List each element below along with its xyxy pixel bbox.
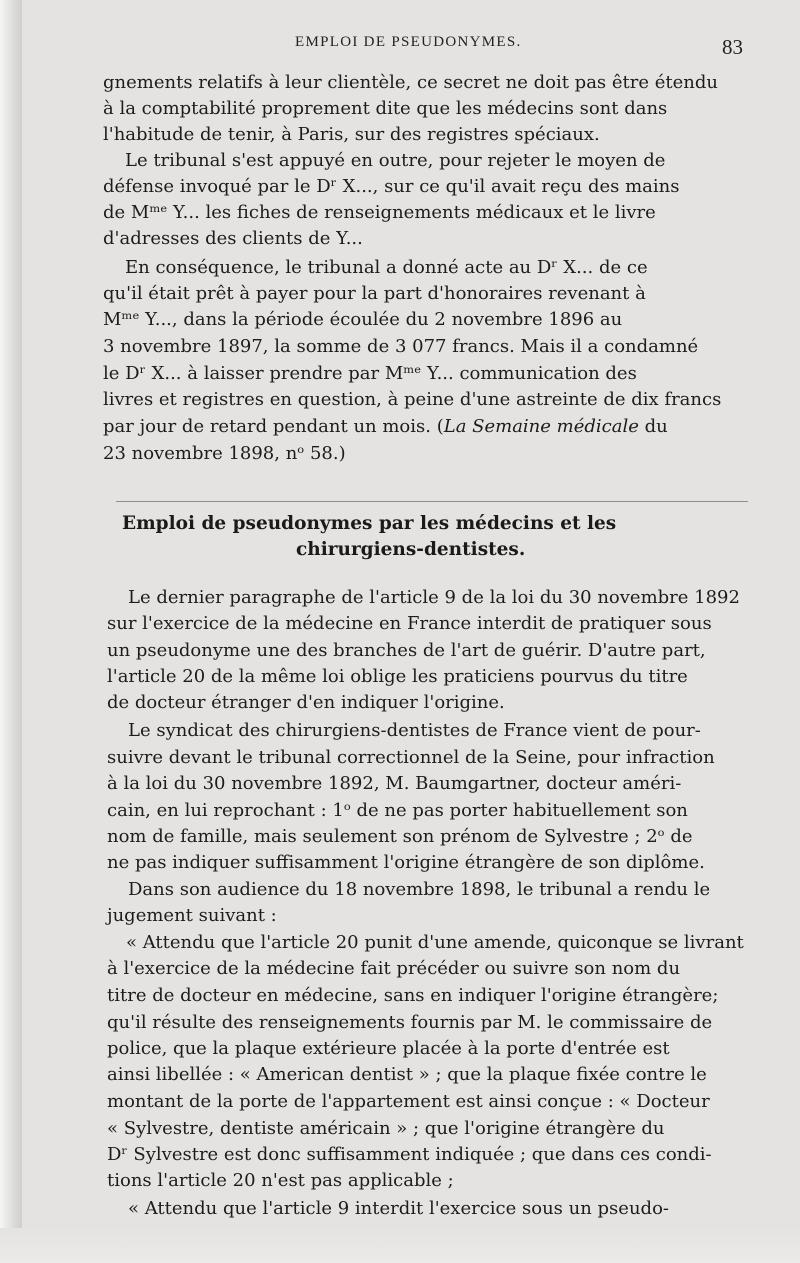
running-title: EMPLOI DE PSEUDONYMES. [295,34,522,50]
paragraph-line: l'article 20 de la même loi oblige les praticiens pourvus du titre [107,666,688,687]
section-heading-line: chirurgiens-dentistes. [296,539,526,560]
paragraph-line: livres et registres en question, à peine d'une astreinte de dix francs [103,389,722,410]
paragraph-line: cain, en lui reprochant : 1ᵒ de ne pas porter habituellement son [107,800,688,821]
quotation-line: « Attendu que l'article 20 punit d'une amende, quiconque se livrant [126,932,744,953]
section-heading-line: Emploi de pseudonymes par les médecins et les [122,513,617,534]
paragraph-line: 3 novembre 1897, la somme de 3 077 francs. Mais il a condamné [103,336,699,357]
section-divider [116,501,748,502]
paragraph-line: le Dʳ X... à laisser prendre par Mᵐᵉ Y... communication des [103,363,637,384]
paragraph-line: Mᵐᵉ Y..., dans la période écoulée du 2 novembre 1896 au [103,309,623,330]
citation-tail: du [638,416,668,437]
paragraph-line: l'habitude de tenir, à Paris, sur des registres spéciaux. [103,124,600,145]
paragraph-line: Le tribunal s'est appuyé en outre, pour rejeter le moyen de [125,150,666,171]
paragraph-line: à la comptabilité proprement dite que les médecins sont dans [103,98,668,119]
quotation-line: « Attendu que l'article 9 interdit l'exercice sous un pseudo- [128,1198,669,1219]
paragraph-line-citation [103,414,753,440]
paragraph-line: sur l'exercice de la médecine en France interdit de pratiquer sous [107,613,712,634]
paragraph-line: gnements relatifs à leur clientèle, ce secret ne doit pas être étendu [103,72,718,93]
paragraph-line: jugement suivant : [107,905,277,926]
citation-lead: par jour de retard pendant un mois. ( [103,416,444,437]
quotation-line: qu'il résulte des renseignements fournis par M. le commissaire de [107,1012,713,1033]
paragraph-line: de Mᵐᵉ Y... les fiches de renseignements médicaux et le livre [103,202,656,223]
paragraph-line: à la loi du 30 novembre 1892, M. Baumgartner, docteur améri- [107,773,682,794]
page-bottom-margin [0,1228,800,1263]
paragraph-line: Le dernier paragraphe de l'article 9 de la loi du 30 novembre 1892 [128,587,740,608]
paragraph-line: ne pas indiquer suffisamment l'origine étrangère de son diplôme. [107,852,705,873]
quotation-line: ainsi libellée : « American dentist » ; que la plaque fixée contre le [107,1064,707,1085]
paragraph-line: défense invoqué par le Dʳ X..., sur ce qu'il avait reçu des mains [103,176,680,197]
quotation-line: tions l'article 20 n'est pas applicable ; [107,1170,454,1191]
page-number: 83 [722,35,743,59]
paragraph-line: nom de famille, mais seulement son prénom de Sylvestre ; 2ᵒ de [107,826,693,847]
paragraph-line: Dans son audience du 18 novembre 1898, le tribunal a rendu le [128,879,711,900]
paragraph-line: Le syndicat des chirurgiens-dentistes de France vient de pour- [128,720,701,741]
quotation-line: « Sylvestre, dentiste américain » ; que l'origine étrangère du [107,1118,665,1139]
paragraph-line: En conséquence, le tribunal a donné acte au Dʳ X... de ce [125,257,648,278]
journal-title: La Semaine médicale [443,416,639,437]
paragraph-line: suivre devant le tribunal correctionnel de la Seine, pour infraction [107,747,715,768]
paragraph-line: d'adresses des clients de Y... [103,228,363,249]
paragraph-line: 23 novembre 1898, nᵒ 58.) [103,443,346,464]
paragraph-line: qu'il était prêt à payer pour la part d'honoraires revenant à [103,283,646,304]
paragraph-line: un pseudonyme une des branches de l'art de guérir. D'autre part, [107,640,706,661]
quotation-line: police, que la plaque extérieure placée à la porte d'entrée est [107,1038,670,1059]
quotation-line: à l'exercice de la médecine fait précéder ou suivre son nom du [107,958,681,979]
page-binding-edge [0,0,22,1263]
quotation-line: montant de la porte de l'appartement est ainsi conçue : « Docteur [107,1091,710,1112]
quotation-line: titre de docteur en médecine, sans en indiquer l'origine étrangère; [107,985,719,1006]
quotation-line: Dʳ Sylvestre est donc suffisamment indiquée ; que dans ces condi- [107,1144,712,1165]
paragraph-line: de docteur étranger d'en indiquer l'origine. [107,692,505,713]
